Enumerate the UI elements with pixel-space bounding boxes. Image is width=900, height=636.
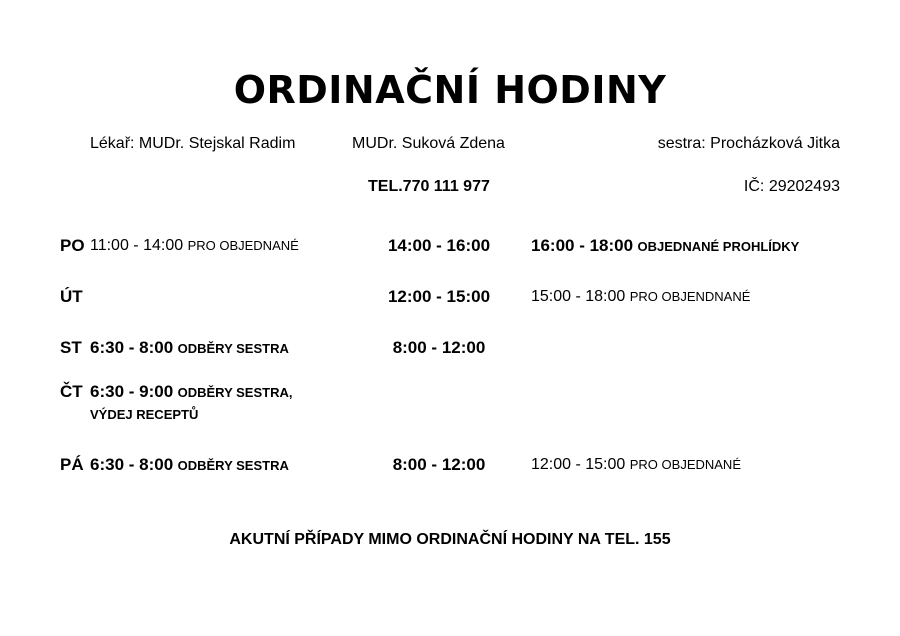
emergency-note: AKUTNÍ PŘÍPADY MIMO ORDINAČNÍ HODINY NA TEL. 155 bbox=[229, 531, 671, 548]
page-title: ORDINAČNÍ HODINY bbox=[233, 68, 667, 112]
ut-col3 bbox=[531, 287, 750, 307]
st-col1 bbox=[90, 338, 289, 359]
st-col2-time: 8:00 - 12:00 bbox=[392, 338, 486, 357]
ic-number: IČ: 29202493 bbox=[743, 178, 840, 195]
ct-col1-note2: VÝDEJ RECEPTŮ bbox=[90, 407, 199, 422]
nurse: sestra: Procházková Jitka bbox=[657, 135, 840, 152]
ut-col3-note: PRO OBJENDNANÉ bbox=[629, 289, 751, 304]
po-col1-time: 11:00 - 14:00 bbox=[90, 237, 184, 254]
day-pa: PÁ bbox=[60, 455, 84, 474]
ct-col1-note: ODBĚRY SESTRA, bbox=[177, 385, 293, 400]
pa-col1-note: ODBĚRY SESTRA bbox=[177, 458, 289, 473]
po-col3 bbox=[531, 236, 799, 257]
ut-col3-time: 15:00 - 18:00 bbox=[531, 288, 626, 305]
pa-col1 bbox=[90, 455, 289, 476]
ut-col2-time: 12:00 - 15:00 bbox=[387, 287, 491, 306]
po-col3-time: 16:00 - 18:00 bbox=[531, 236, 634, 255]
pa-col1-time: 6:30 - 8:00 bbox=[90, 455, 174, 474]
ct-col1 bbox=[90, 382, 292, 403]
po-col1 bbox=[90, 236, 299, 256]
day-ut: ÚT bbox=[60, 287, 83, 306]
doctor-1: Lékař: MUDr. Stejskal Radim bbox=[90, 135, 296, 152]
ct-col1-time: 6:30 - 9:00 bbox=[90, 382, 174, 401]
day-ct: ČT bbox=[60, 382, 83, 401]
pa-col3-time: 12:00 - 15:00 bbox=[531, 456, 626, 473]
pa-col3 bbox=[531, 455, 741, 475]
phone-number: TEL.770 111 977 bbox=[368, 178, 490, 195]
po-col1-note: PRO OBJEDNANÉ bbox=[187, 238, 299, 253]
po-col3-note: OBJEDNANÉ PROHLÍDKY bbox=[637, 239, 800, 254]
day-st: ST bbox=[60, 338, 82, 357]
pa-col3-note: PRO OBJEDNANÉ bbox=[629, 457, 741, 472]
st-col1-time: 6:30 - 8:00 bbox=[90, 338, 174, 357]
po-col2-time: 14:00 - 16:00 bbox=[387, 236, 491, 255]
day-po: PO bbox=[60, 236, 85, 255]
st-col1-note: ODBĚRY SESTRA bbox=[177, 341, 289, 356]
pa-col2-time: 8:00 - 12:00 bbox=[392, 455, 486, 474]
doctor-2: MUDr. Suková Zdena bbox=[352, 135, 505, 152]
